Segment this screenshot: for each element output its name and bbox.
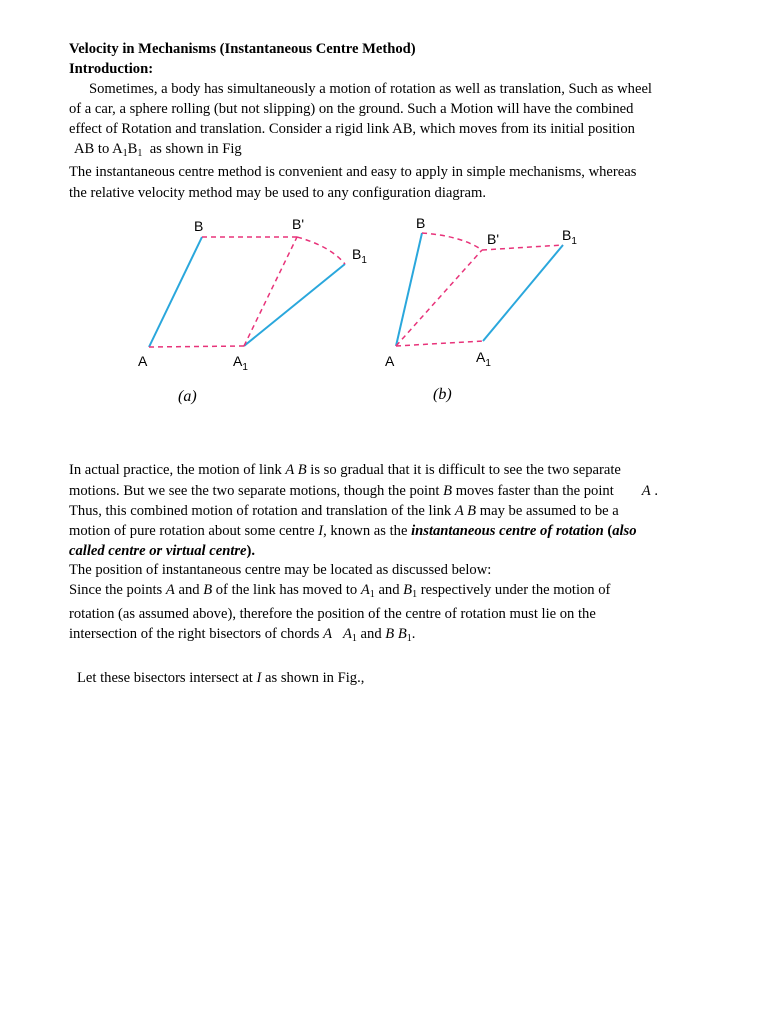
link-ab-a [149,237,202,347]
label-b-a: B [194,218,204,234]
paragraph-3-line-4: motion of pure rotation about some centre I, known as the instantaneous centre of rotation (also [69,523,637,539]
link-ab-b [396,233,422,346]
paragraph-3-line-5: called centre or virtual centre). [69,543,256,559]
arc-bp-b1-a [297,237,345,264]
caption-b: (b) [433,386,452,403]
figure-a [138,216,367,405]
paragraph-2-line-2: the relative velocity method may be used to any configuration diagram. [69,185,487,201]
paragraph-2-line-1: The instantaneous centre method is convenient and easy to apply in simple mechanisms, whereas [69,164,637,180]
arc-b-bp-b [422,233,482,250]
label-b1-b: $B_1$ [562,227,577,247]
paragraph-1-line-1: Sometimes, a body has simultaneously a motion of rotation as well as translation, Such as wheel [89,81,652,97]
label-a-b: A [385,353,395,369]
paragraph-5-line-1: Since the points A and B of the link has moved to $A_1$ and $B_1$ respectively under the motion of [69,582,611,600]
paragraph-6: Let these bisectors intersect at I as shown in Fig., [77,670,365,686]
paragraph-5-line-2: rotation (as assumed above), therefore the position of the centre of rotation must lie on the [69,606,596,622]
paragraph-5-line-3: intersection of the right bisectors of chords A $A_1$ and B $B_1$. [69,626,416,644]
link-a1b1-a [244,264,345,346]
paragraph-1-line-2: of a car, a sphere rolling (but not slipping) on the ground. Such a Motion will have the combined [69,101,634,117]
document-title: Velocity in Mechanisms (Instantaneous Centre Method) [69,41,416,57]
label-a1-b: $A_1$ [476,349,491,369]
label-a1-a: $A_1$ [233,353,248,373]
paragraph-4: The position of instantaneous centre may be located as discussed below: [69,562,492,578]
paragraph-1-line-3: effect of Rotation and translation. Consider a rigid link AB, which moves from its initial position [69,121,635,137]
dash-aa1-a [149,346,244,347]
paragraph-3-line-1: In actual practice, the motion of link A B is so gradual that it is difficult to see the two separate [69,462,621,478]
dash-abp-b [396,250,482,346]
intro-heading: Introduction: [69,61,154,77]
caption-a: (a) [178,388,197,405]
label-a-a: A [138,353,148,369]
label-bprime-b: B' [487,231,500,247]
paragraph-1-line-4: AB to $A_1B_1$ as shown in Fig [74,141,242,159]
label-b-b: B [416,215,426,231]
dash-aa1-b [396,341,483,346]
label-bprime-a: B' [292,216,305,232]
dash-a1bp-a [244,237,297,346]
paragraph-3-line-3: Thus, this combined motion of rotation and translation of the link A B may be assumed to be a [69,503,619,519]
paragraph-3-line-2: motions. But we see the two separate motions, though the point B moves faster than the point A . [69,483,658,499]
label-b1-a: $B_1$ [352,246,367,266]
link-a1b1-b [483,245,563,341]
figure-b [385,215,577,403]
